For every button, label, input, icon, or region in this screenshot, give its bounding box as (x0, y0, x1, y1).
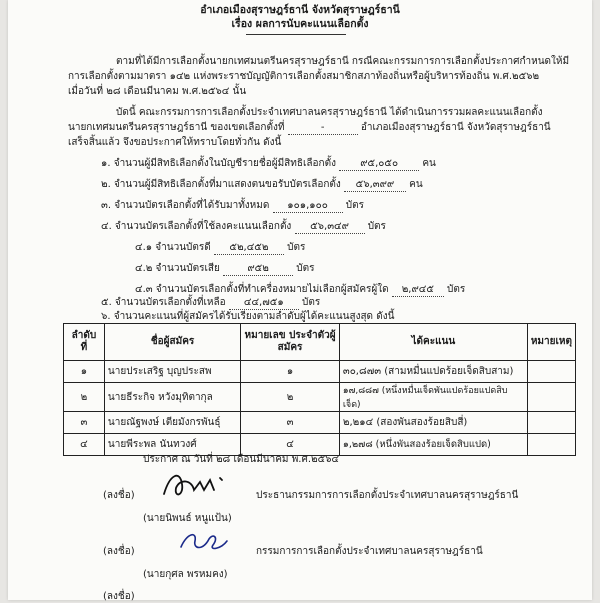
signature-1-prefix: (ลงชื่อ) (103, 490, 135, 501)
table-row (64, 383, 576, 412)
cell-rank: ๔ (64, 434, 105, 456)
cell-name: นายธีระกิจ หวังมุทิตากุล (104, 383, 240, 412)
col-name-header: ชื่อผู้สมัคร (104, 324, 240, 361)
header-divider (246, 34, 346, 35)
stat-item: ๑. จำนวนผู้มีสิทธิเลือกตั้งในบัญชีรายชื่อผู้มีสิทธิเลือกตั้ง ๙๕,๐๕๐ คน (101, 158, 436, 169)
col-score-header: ได้คะแนน (339, 324, 527, 361)
cell-name: นายประเสริฐ บุญประสพ (104, 361, 240, 383)
cell-rank: ๑ (64, 361, 105, 383)
table-header-row (64, 324, 576, 361)
table-row (64, 361, 576, 383)
cell-note (527, 412, 575, 434)
document-page (8, 0, 592, 600)
cell-name: นายพีระพล นันทวงศ์ (104, 434, 240, 456)
cell-score: ๑๗,๘๘๗ (หนึ่งหมื่นเจ็ดพันแปดร้อยแปดสิบเจ็ด) (339, 383, 527, 412)
cell-number: ๑ (241, 361, 340, 383)
cell-note (527, 434, 575, 456)
intro-p2-line2b: อำเภอเมืองสุราษฎร์ธานี จังหวัดสุราษฎร์ธานี (360, 122, 551, 133)
stat-item: ๔. จำนวนบัตรเลือกตั้งที่ใช้ลงคะแนนเลือกตั้ง ๕๖,๓๔๙ บัตร (101, 221, 386, 232)
signature-2-title: กรรมการการเลือกตั้งประจำเทศบาลนครสุราษฎร์ธานี (256, 546, 483, 557)
stat-item: ๒. จำนวนผู้มีสิทธิเลือกตั้งที่มาแสดงตนขอรับบัตรเลือกตั้ง ๕๖,๓๙๙ คน (101, 179, 423, 190)
intro-p1-line3: เมื่อวันที่ ๒๘ เดือนมีนาคม พ.ศ.๒๕๖๔ นั้น (68, 86, 247, 97)
subject-line: เรื่อง ผลการนับคะแนนเลือกตั้ง (231, 18, 369, 30)
results-table (63, 323, 576, 456)
stat-item: ๔.๓ จำนวนบัตรเลือกตั้งที่ทำเครื่องหมายไม่เลือกผู้สมัครผู้ใด ๒,๙๔๕ บัตร (135, 284, 466, 295)
stat-item: ๓. จำนวนบัตรเลือกตั้งที่ได้รับมาทั้งหมด ๑๐๑,๑๐๐ บัตร (101, 200, 364, 211)
table-row (64, 434, 576, 456)
signature-1-scribble (158, 468, 248, 502)
intro-p2-line2a: นายกเทศมนตรีนครสุราษฎร์ธานี ของเขตเลือกตั้งที่ (68, 122, 285, 133)
col-note-header: หมายเหตุ (527, 324, 575, 361)
table-row (64, 412, 576, 434)
col-rank-header: ลำดับ ที่ (64, 324, 105, 361)
cell-number: ๔ (241, 434, 340, 456)
intro-p1-line2: การเลือกตั้งตามมาตรา ๑๔๒ แห่งพระราชบัญญัติการเลือกตั้งสมาชิกสภาท้องถิ่นหรือผู้บริหารท้องถิ่น พ.ศ.๒๕๖๒ (68, 71, 540, 82)
signature-2-scribble (173, 527, 233, 555)
cell-number: ๒ (241, 383, 340, 412)
col-number-header: หมายเลข ประจำตัวผู้สมัคร (241, 324, 340, 361)
cell-score: ๑,๒๗๘ (หนึ่งพันสองร้อยเจ็ดสิบแปด) (339, 434, 527, 456)
cell-note (527, 361, 575, 383)
stat-item: ๕. จำนวนบัตรเลือกตั้งที่เหลือ ๔๔,๗๕๑ บัตร (101, 297, 321, 308)
intro-p2-line1: บัดนี้ คณะกรรมการการเลือกตั้งประจำเทศบาลนครสุราษฎร์ธานี ได้ดำเนินการรวมผลคะแนนเลือกตั้ง (116, 107, 543, 118)
intro-p1-line1: ตามที่ได้มีการเลือกตั้งนายกเทศมนตรีนครสุราษฎร์ธานี กรณีคณะกรรมการการเลือกตั้งประกาศกำหนดให้มี (116, 56, 570, 67)
zone-value: - (288, 122, 358, 135)
stat-item-heading: ๖. จำนวนคะแนนที่ผู้สมัครได้รับเรียงตามลำดับผู้ได้คะแนนสูงสุด ดังนี้ (101, 311, 395, 322)
cell-note (527, 383, 575, 412)
signature-2-name: (นายกุศล พรหมคง) (143, 569, 228, 580)
signature-3-prefix: (ลงชื่อ) (103, 591, 135, 602)
announce-date: ประกาศ ณ วันที่ ๒๘ เดือนมีนาคม พ.ศ.๒๕๖๔ (143, 454, 340, 465)
district-line: อำเภอเมืองสุราษฎร์ธานี จังหวัดสุราษฎร์ธานี (200, 4, 400, 16)
cell-score: ๓๐,๘๗๓ (สามหมื่นแปดร้อยเจ็ดสิบสาม) (339, 361, 527, 383)
cell-rank: ๒ (64, 383, 105, 412)
cell-name: นายณัฐพงษ์ เตียมังกรพันธุ์ (104, 412, 240, 434)
stat-item: ๔.๒ จำนวนบัตรเสีย ๙๕๒ บัตร (135, 263, 315, 274)
signature-2-prefix: (ลงชื่อ) (103, 546, 135, 557)
cell-rank: ๓ (64, 412, 105, 434)
cell-score: ๒,๒๑๔ (สองพันสองร้อยสิบสี่) (339, 412, 527, 434)
stat-item: ๔.๑ จำนวนบัตรดี ๕๒,๔๕๒ บัตร (135, 242, 306, 253)
signature-1-title: ประธานกรรมการการเลือกตั้งประจำเทศบาลนครสุราษฎร์ธานี (256, 490, 519, 501)
signature-1-name: (นายนิพนธ์ หนูแป้น) (143, 513, 232, 524)
intro-p2-line3: เสร็จสิ้นแล้ว จึงขอประกาศให้ทราบโดยทั่วกัน ดังนี้ (68, 137, 282, 148)
cell-number: ๓ (241, 412, 340, 434)
intro-p2-line2 (68, 122, 551, 135)
